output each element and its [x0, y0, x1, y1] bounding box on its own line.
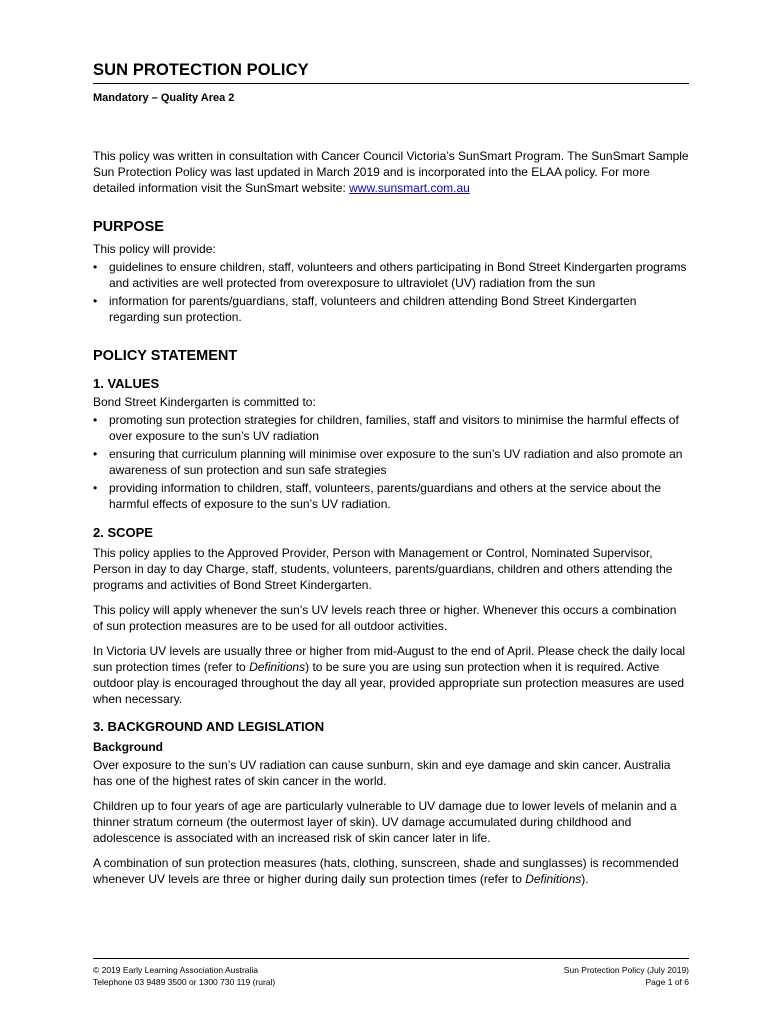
sunsmart-link[interactable]: www.sunsmart.com.au: [349, 181, 470, 195]
values-list: [93, 412, 689, 512]
bullet-icon: •: [93, 260, 98, 274]
purpose-lead: This policy will provide:: [93, 242, 216, 256]
list-item: • guidelines to ensure children, staff, volunteers and others participating in Bond Street Kindergarten programs and activities are well protected from overexposure to ultraviolet (UV) radiation from the sun: [93, 260, 687, 290]
footer-right: [564, 964, 689, 988]
list-item: • information for parents/guardians, staff, volunteers and children attending Bond Street Kindergarten regarding sun protection.: [93, 294, 637, 324]
background-paragraph-2: Children up to four years of age are particularly vulnerable to UV damage due to lower levels of melanin and a thinner stratum corneum (the outermost layer of skin). UV damage accumulated during childhood and adolescence is associated with an increased risk of skin cancer later in life.: [93, 799, 677, 845]
purpose-heading: PURPOSE: [93, 219, 164, 235]
policy-statement-heading: POLICY STATEMENT: [93, 348, 238, 364]
list-item: • promoting sun protection strategies for children, families, staff and visitors to minimise the harmful effects of over exposure to the sun’s UV radiation: [93, 413, 679, 443]
background-heading: 3. BACKGROUND AND LEGISLATION: [93, 719, 325, 734]
bullet-icon: •: [93, 481, 98, 495]
page-title: SUN PROTECTION POLICY: [93, 61, 689, 84]
scope-paragraph-2: This policy will apply whenever the sun’s UV levels reach three or higher. Whenever this occurs a combination of sun protection measures are to be used for all outdoor activities.: [93, 603, 677, 633]
footer-left: [93, 964, 275, 988]
page-subtitle: Mandatory – Quality Area 2: [93, 92, 235, 104]
values-lead: Bond Street Kindergarten is committed to:: [93, 395, 316, 409]
scope-paragraph-3: In Victoria UV levels are usually three or higher from mid-August to the end of April. Please check the daily local sun protection times (refer to Definitions) to be sure you are using sun protection when it is required. Active outdoor play is encouraged throughout the day all year, provided appropriate sun protection measures are used when necessary.: [93, 644, 686, 706]
purpose-list: [93, 259, 689, 325]
scope-paragraph-1: This policy applies to the Approved Provider, Person with Management or Control, Nominated Supervisor, Person in day to day Charge, staff, students, volunteers, parents/guardians, children and others attending the programs and activities of Bond Street Kindergarten.: [93, 546, 673, 592]
values-heading: 1. VALUES: [93, 376, 160, 391]
intro-paragraph: [93, 148, 689, 196]
bullet-icon: •: [93, 294, 98, 308]
background-paragraph-1: Over exposure to the sun’s UV radiation can cause sunburn, skin and eye damage and skin cancer. Australia has one of the highest rates of skin cancer in the world.: [93, 758, 671, 788]
background-subheading: Background: [93, 740, 164, 754]
bullet-icon: •: [93, 413, 98, 427]
footer-copyright: © 2019 Early Learning Association Australia: [93, 965, 259, 975]
list-item: • ensuring that curriculum planning will minimise over exposure to the sun’s UV radiation and also promote an awareness of sun protection and sun safe strategies: [93, 447, 683, 477]
page-footer: [93, 958, 689, 988]
intro-text: This policy was written in consultation with Cancer Council Victoria’s SunSmart Program. The SunSmart Sample Sun Protection Policy was last updated in March 2019 and is incorporated into the ELAA policy. For more detailed information visit the SunSmart website:: [93, 149, 689, 195]
scope-heading: 2. SCOPE: [93, 525, 153, 540]
footer-page-number: Page 1 of 6: [645, 977, 689, 987]
list-item: • providing information to children, staff, volunteers, parents/guardians and others at the service about the harmful effects of exposure to the sun’s UV radiation.: [93, 481, 662, 511]
document-page: [93, 61, 689, 887]
background-paragraph-3: A combination of sun protection measures (hats, clothing, sunscreen, shade and sunglasses) is recommended whenever UV levels are three or higher during daily sun protection times (refer to Definitions).: [93, 856, 679, 886]
bullet-icon: •: [93, 447, 98, 461]
footer-policy-name: Sun Protection Policy (July 2019): [563, 965, 689, 975]
footer-telephone: Telephone 03 9489 3500 or 1300 730 119 (rural): [93, 977, 276, 987]
